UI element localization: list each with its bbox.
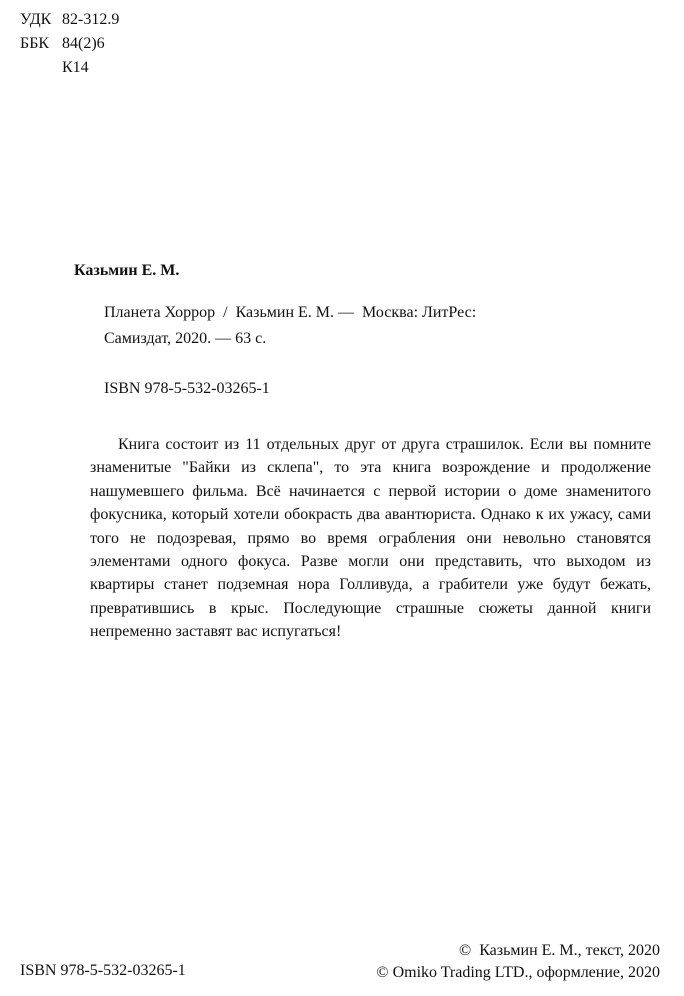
bibliographic-line-2: Самиздат, 2020. — 63 с.	[104, 330, 267, 347]
classification-value: 82-312.9	[62, 11, 120, 28]
classification-row-udk	[20, 8, 119, 32]
footer-isbn: ISBN 978-5-532-03265-1	[20, 962, 186, 979]
isbn: ISBN 978-5-532-03265-1	[104, 380, 270, 397]
author-heading: Казьмин Е. М.	[74, 262, 180, 279]
classification-row-bbk	[20, 32, 119, 56]
bibliographic-line-1: Планета Хоррор / Казьмин Е. М. — Москва: ЛитРес:	[104, 304, 477, 321]
classification-row-author-mark	[20, 56, 119, 80]
classification-value: 84(2)6	[62, 35, 105, 52]
bibliographic-description	[104, 300, 564, 352]
classification-label: УДК	[20, 11, 52, 28]
classification-block	[20, 8, 119, 80]
classification-label: ББК	[20, 35, 50, 52]
copyright-text-line: © Казьмин Е. М., текст, 2020	[459, 942, 660, 959]
copyright-design-line: © Omiko Trading LTD., оформление, 2020	[376, 964, 660, 981]
classification-value: К14	[62, 59, 89, 76]
classification-label	[20, 56, 62, 80]
copyright-block	[376, 940, 660, 984]
annotation-paragraph: Книга состоит из 11 отдельных друг от друга страшилок. Если вы помните знаменитые "Байки из склепа", то эта книга возрождение и продолжение нашумевшего фильма. Всё начинается с первой истории о доме знаменитого фокусника, который хотели обокрасть два авантюриста. Однако к их ужасу, сами того не подозревая, прямо во время ограбления они невольно становятся элементами одного фокуса. Разве могли они представить, что выходом из квартиры станет подземная нора Голливуда, а грабители уже будут бежать, превратившись в крыс. Последующие страшные сюжеты данной книги непременно заставят вас испугаться!	[90, 436, 651, 641]
